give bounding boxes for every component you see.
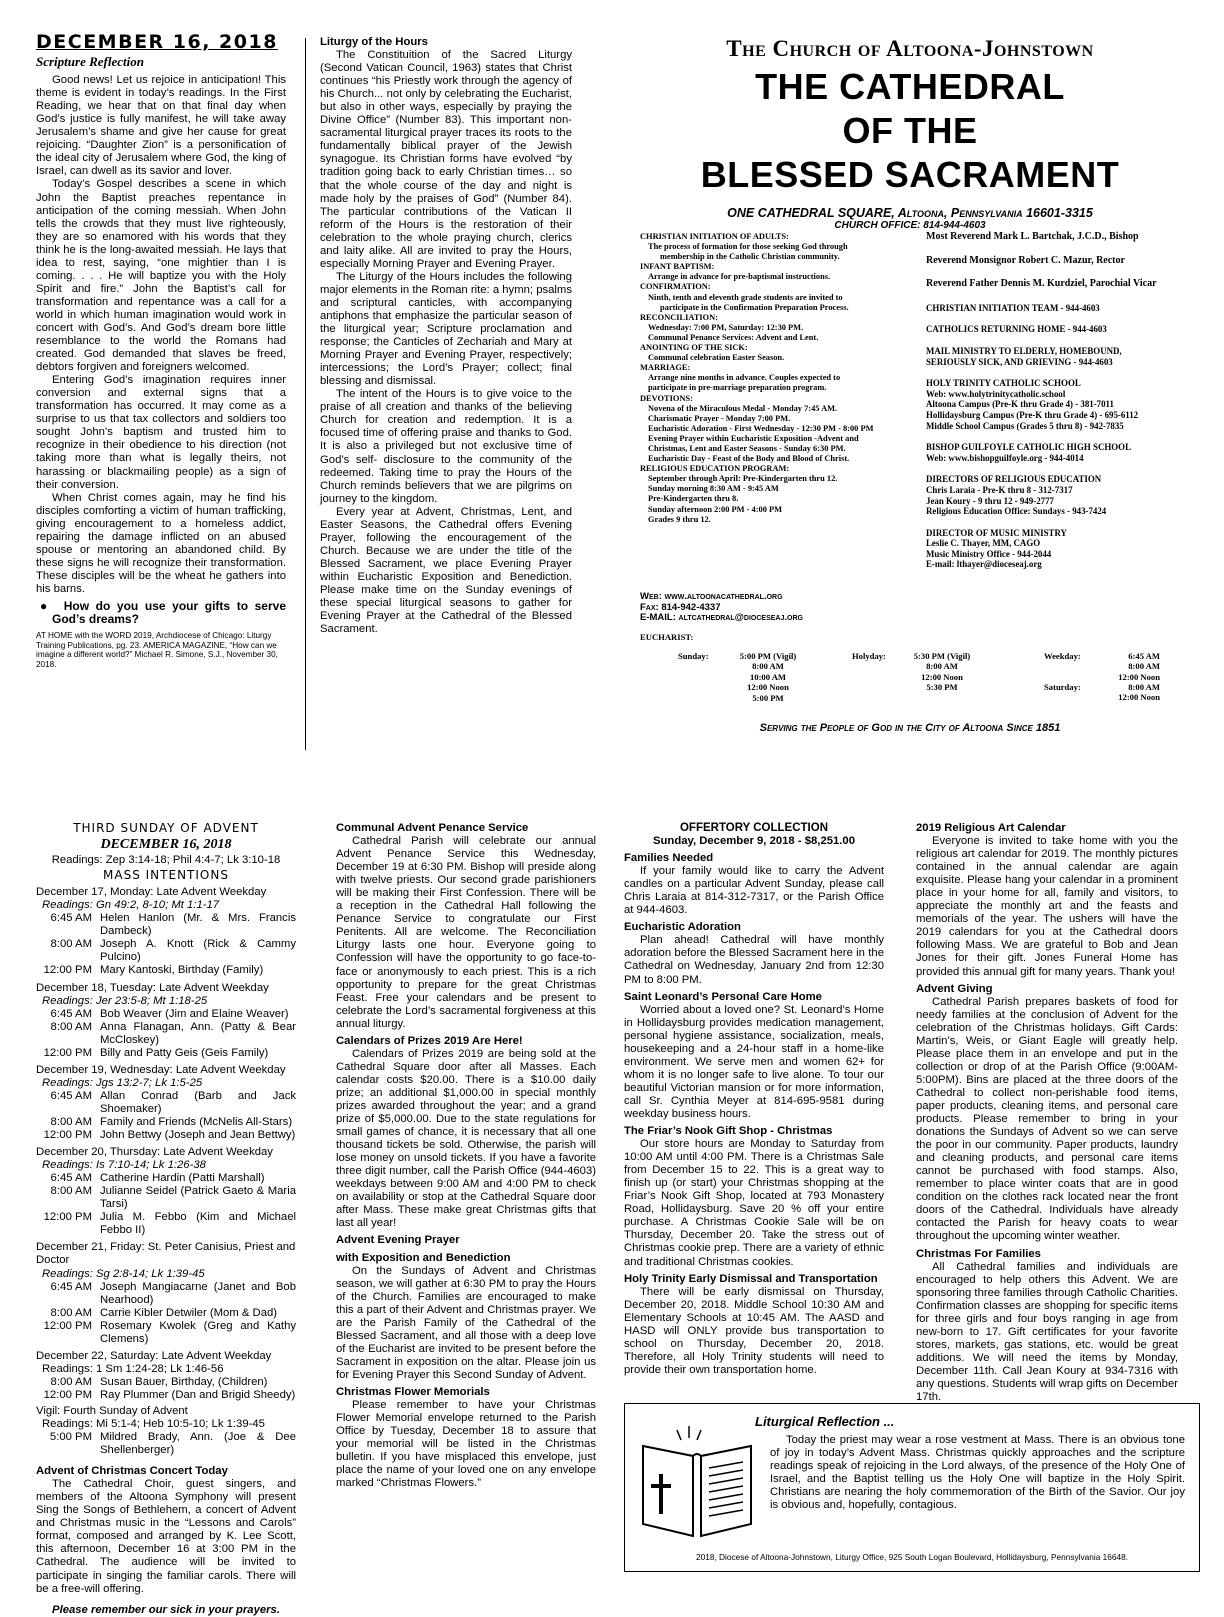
paragraph: Every year at Advent, Christmas, Lent, and Easter Seasons, the Cathedral offers Evening Prayer, following the encouragement of the Church. Because we are under the title of the Blessed Sacrament, we place Evening Prayer within Eucharistic Exposition and Benediction. Please make time on the Sunday evenings of these special liturgical seasons to gather for Evening Prayer at the Cathedral of the Blessed Sacrament.: [320, 505, 572, 636]
mass-time: 8:00 AM: [50, 938, 92, 951]
staff-line: HOLY TRINITY CATHOLIC SCHOOL: [926, 378, 1081, 389]
mass-time: 8:00 AM: [1128, 661, 1160, 671]
mass-intention: [36, 1129, 296, 1142]
announcements-column-4: [916, 822, 1178, 1404]
intention-text: Joseph A. Knott (Rick & Cammy Pulcino): [100, 938, 296, 964]
sacrament-detail: Eucharistic Adoration - First Wednesday - 12:30 PM - 8:00 PM: [648, 423, 874, 433]
announcement-heading: Eucharistic Adoration: [624, 921, 741, 934]
sunday-readings: Readings: Zep 3:14-18; Phil 4:4-7; Lk 3:10-18: [51, 854, 281, 867]
intention-text: Mary Kantoski, Birthday (Family): [100, 964, 264, 977]
liturgy-office-footer: 2018, Diocese of Altoona-Johnstown, Liturgy Office, 925 South Logan Boulevard, Hollidaysburg, Pennsylvania 16648.: [695, 1552, 1129, 1562]
scripture-reflection-heading: Scripture Reflection: [36, 54, 144, 70]
sunday-label: Sunday:: [678, 650, 709, 661]
paragraph: The Constituition of the Sacred Liturgy (Second Vatican Council, 1963) states that Christ continues “his Priestly work through the agency of his Church... not only by celebrating the Eucharist, but also in other ways, especially by praying the Divine Office” (Number 83). This important non-sacramental liturgical prayer traces its roots to the fundamentally biblical prayer of the Jewish synagogue. Its Christian forms have evolved “by tradition going back to early Christian times… so that the whole course of the day and night is made holy by the praises of God” (Number 84). The particular contributions of the Vatican II reform of the Hours is the restoration of their celebration to the whole praying church, clerics and laity alike. All are invited to pray the Hours, especially Morning Prayer and Evening Prayer.: [320, 49, 572, 270]
question-text: How do you use your gifts to serve God’s dreams?: [52, 598, 286, 627]
eucharist-schedule: [640, 632, 1200, 721]
sacrament-heading: MARRIAGE:: [640, 363, 691, 373]
announcement-heading: Advent Evening Prayer: [336, 1234, 460, 1247]
mass-time: 5:30 PM (Vigil): [913, 650, 971, 661]
holyday-times: [902, 651, 982, 693]
sacrament-heading: CONFIRMATION:: [640, 282, 711, 292]
mass-time: 5:00 PM (Vigil): [739, 650, 797, 661]
mass-time: 5:00 PM: [752, 692, 784, 703]
concert-text: The Cathedral Choir, guest singers, and members of the Altoona Symphony will present Sing the Songs of Bethlehem, a concert of Advent and Christmas music in the “Lessons and Carols” format, composed and arranged by K. Lee Scott, this afternoon, December 16 at 3:00 PM in the Cathedral. The audience will be invited to participate in singing the familiar carols. There will be a free-will offering.: [36, 1478, 296, 1595]
intention-text: Julianne Seidel (Patrick Gaeto & Maria Tarsi): [100, 1185, 296, 1211]
sacrament-heading: RECONCILIATION:: [640, 312, 719, 322]
liturgical-reflection-text: [770, 1434, 1185, 1512]
mass-time: 10:00 AM: [749, 671, 787, 682]
bullet-icon: ●: [40, 598, 64, 613]
staff-line: MAIL MINISTRY TO ELDERLY, HOMEBOUND,: [926, 345, 1122, 356]
serving-tagline: Serving the People of God in the City of Altoona Since 1851: [759, 722, 1061, 734]
vigil-readings: Readings: Mi 5:1-4; Heb 10:5-10; Lk 1:39-45: [42, 1418, 265, 1431]
announcement-heading: Calendars of Prizes 2019 Are Here!: [336, 1034, 523, 1047]
email-link[interactable]: E-MAIL: altcathedral@dioceseaj.org: [640, 612, 803, 623]
announcement-heading: Advent Giving: [916, 982, 993, 995]
announcement-text: Everyone is invited to take home with you the religious art calendar for 2019. The monthly pictures contained in the annual calendar are again exquisite. Please hang your calendar in a prominent place in your home for all, family and visitors, to appreciate the monthly art and the feasts and memorials of the year. The ushers will have the 2019 calendars for you at the Cathedral doors following Mass. We are grateful to Bob and Jean Jones for their gift. Jones Funeral Home has provided this annual gift for many years. Thank you!: [916, 835, 1178, 978]
church-office-phone: CHURCH OFFICE: 814-944-4603: [834, 220, 986, 231]
mass-intention: [36, 1172, 296, 1185]
announcement-text: All Cathedral families and individuals are encouraged to help others this Advent. We are sponsoring three families through Catholic Charities. Confirmation classes are shopping for specific items for three girls and four boys ranging in age from new-born to 17. Gift certificates for your favorite stores, markets, gas stations, etc. would be great additions. We will need the items by Monday, December 11th. Call Jean Koury at 934-7316 with any questions. Students will wrap gifts on December 17th.: [916, 1260, 1178, 1404]
staff-line: Web: www.holytrinitycatholic.school: [926, 388, 1066, 399]
sacrament-detail: membership in the Catholic Christian community.: [660, 252, 840, 262]
sacrament-detail: Christmas, Lent and Easter Seasons - Sunday 6:30 PM.: [648, 443, 846, 453]
staff-line: Leslie C. Thayer, MM, CAGO: [926, 538, 1041, 549]
announcement-text: Plan ahead! Cathedral will have monthly adoration before the Blessed Sacrament here in the Cathedral on Wednesday, January 2nd from 12:30 PM to 8:00 PM.: [624, 934, 884, 986]
cathedral-title-2: OF THE: [842, 110, 978, 151]
staff-directory: [926, 232, 1196, 581]
day-heading: December 19, Wednesday: Late Advent Weekday: [36, 1063, 286, 1076]
staff-line: DIRECTORS OF RELIGIOUS EDUCATION: [926, 474, 1102, 485]
mass-intention: [36, 1116, 296, 1129]
intention-text: Helen Hanlon (Mr. & Mrs. Francis Dambeck): [100, 912, 296, 938]
day-heading: December 22, Saturday: Late Advent Weekday: [36, 1349, 272, 1362]
staff-block: [926, 346, 1196, 367]
mass-intentions-heading: MASS INTENTIONS: [103, 868, 229, 883]
bulletin-date: DECEMBER 16, 2018: [36, 31, 278, 53]
announcements-column-3: [624, 822, 884, 1400]
announcement-text: Please remember to have your Christmas Flower Memorial envelope returned to the Parish Office by Tuesday, December 18 to assure that your memorial will be listed in the Christmas bulletin. If you have misplaced this envelope, just place the name of your loved one on any envelope marked “Christmas Flowers.”: [336, 1399, 596, 1490]
sacraments-list: [640, 232, 912, 525]
intention-text: Ray Plummer (Dan and Brigid Sheedy): [100, 1388, 296, 1401]
mass-time: 12:00 PM: [43, 1129, 92, 1142]
intention-text: Billy and Patty Geis (Geis Family): [100, 1046, 269, 1059]
announcement-subheading: with Exposition and Benediction: [336, 1251, 511, 1264]
reflection-paragraph: Today the priest may wear a rose vestment at Mass. There is an obvious tone of joy in today’s Advent Mass. Christmas quickly approaches and the scripture readings speak of rejoicing in the Lord always, of the presence of the Holy One of Israel, and the Baptist telling us the Holy One will baptize in the Holy Spirit. Christians are nearing the holy commemoration of the Birth of the Savior. Our joy is obvious and, hopefully, contagious.: [770, 1434, 1185, 1512]
intention-text: Joseph Mangiacarne (Janet and Bob Nearhood): [100, 1280, 296, 1306]
liturgical-reflection-box: [624, 1403, 1200, 1572]
sacrament-detail: Ninth, tenth and eleventh grade students are invited to: [648, 292, 843, 302]
mass-time: 12:00 PM: [43, 1319, 92, 1332]
mass-intention: [36, 1307, 296, 1320]
liturgical-reflection-title: Liturgical Reflection ...: [755, 1414, 895, 1429]
announcement-text: Cathedral Parish prepares baskets of food for needy families at the conclusion of Advent for the celebration of the Christmas holidays. Gift Cards: Martin’s, Weis, or Giant Eagle will greatly help. Please place them in an envelope and put in the collection or drop of at the Parish Office (9:00AM-5:00PM). Bins are placed at the three doors of the Cathedral to collect non-perishable food items, paper products, cleaning items, and personal care products. Please remember to bring in your donations the Sundays of Advent so we can serve the poor in our community. Paper products, laundry and cleaning products, and personal care items cannot be purchased with food stamps. Also, remember to place winter coats that are in good condition on the clothes rack located near the front doors of the Cathedral. Individuals have already contacted the Parish for heavy coats to wear throughout the upcoming winter weather.: [916, 995, 1178, 1243]
mass-time: 12:00 PM: [43, 964, 92, 977]
sacrament-heading: RELIGIOUS EDUCATION PROGRAM:: [640, 464, 790, 474]
mass-time: 12:00 Noon: [747, 682, 789, 692]
intention-text: Family and Friends (McNelis All-Stars): [100, 1115, 293, 1128]
mass-intention: [36, 912, 296, 938]
announcement-heading: Christmas For Families: [916, 1247, 1041, 1260]
day-heading: December 21, Friday: St. Peter Canisius, Priest and Doctor: [36, 1241, 296, 1267]
mass-time: 8:00 AM: [50, 1020, 92, 1033]
mass-day: [36, 982, 296, 1060]
mass-day: [36, 886, 296, 977]
open-book-icon: [637, 1424, 757, 1542]
mass-time: 6:45 AM: [50, 1280, 92, 1293]
announcement-heading: The Friar’s Nook Gift Shop - Christmas: [624, 1125, 833, 1138]
mass-intention: [36, 1185, 296, 1211]
day-readings: Readings: Is 7:10-14; Lk 1:26-38: [42, 1159, 206, 1172]
mass-day: [36, 1064, 296, 1142]
day-readings: Readings: 1 Sm 1:24-28; Lk 1:46-56: [42, 1362, 224, 1375]
announcement-heading: Communal Advent Penance Service: [336, 822, 529, 834]
vigil-heading: Vigil: Fourth Sunday of Advent: [36, 1404, 188, 1417]
sacrament-detail: Communal celebration Easter Season.: [648, 353, 785, 363]
masthead: [630, 36, 1190, 231]
offertory-heading: OFFERTORY COLLECTION: [679, 822, 828, 834]
mass-time: 5:00 PM: [49, 1431, 92, 1444]
column-divider: [305, 38, 306, 750]
sacrament-heading: CHRISTIAN INITIATION OF ADULTS:: [640, 232, 789, 241]
staff-line: CHRISTIAN INITIATION TEAM - 944-4603: [926, 302, 1100, 313]
sacrament-detail: Pre-Kindergarten thru 8.: [648, 494, 739, 504]
mass-intention: [36, 1008, 296, 1021]
announcement-text: Our store hours are Monday to Saturday from 10:00 AM until 4:00 PM. There is a Christmas Sale from December 15 to 22. This is a great way to finish up (or start) your Christmas shopping at the Friar’s Nook Gift Shop, located at 793 Monastery Road, Hollidaysburg. Save 20 % off your entire purchase. A Christmas Cookie Sale will be on Thursday, December 20. Take the stress out of Christmas cookie prep. There are a variety of ethnic and traditional Christmas cookies.: [624, 1138, 884, 1268]
announcement-text: On the Sundays of Advent and Christmas season, we will gather at 6:30 PM to pray the Hours of the Church. Families are encouraged to make this a part of their Advent and Christmas prayer. We are the Parish Family of the Cathedral of the Blessed Sacrament, and all those with a deep love of the Eucharist are invited to be present before the Sacrament in exposition on the altar. Please join us for Evening Prayer this Second Sunday of Advent.: [336, 1264, 596, 1381]
sick-prayer-note: Please remember our sick in your prayers.: [52, 1603, 280, 1616]
staff-line: Religious Education Office: Sundays - 943-7424: [926, 506, 1107, 517]
announcement-text: If your family would like to carry the Advent candles on a particular Advent Sunday, please call Chris Laraia at 814-312-7317, or the Parish Office at 944-4603.: [624, 865, 884, 917]
staff-line: Middle School Campus (Grades 5 thru 8) - 942-7835: [926, 420, 1124, 431]
mass-time: 5:30 PM: [926, 682, 958, 692]
day-readings: Readings: Jgs 13:2-7; Lk 1:5-25: [42, 1076, 203, 1089]
cathedral-title-1: THE CATHEDRAL: [755, 66, 1065, 107]
mass-time: 8:00 AM: [1128, 681, 1160, 692]
sacrament-detail: participate in pre-marriage preparation program.: [648, 383, 827, 393]
mass-time: 12:00 PM: [43, 1046, 92, 1059]
intention-text: Julia M. Febbo (Kim and Michael Febbo II): [100, 1211, 296, 1237]
sacrament-detail: Arrange in advance for pre-baptismal instructions.: [648, 272, 831, 282]
announcement-heading: 2019 Religious Art Calendar: [916, 822, 1066, 834]
mass-intention: [36, 938, 296, 964]
contact-info: [640, 592, 803, 624]
announcement-heading: Families Needed: [624, 852, 714, 865]
mass-time: 8:00 AM: [752, 661, 784, 671]
mass-intention: [36, 1376, 296, 1389]
mass-time: 12:00 Noon: [1118, 692, 1160, 702]
staff-line: Chris Laraia - Pre-K thru 8 - 312-7317: [926, 484, 1073, 495]
intention-text: Susan Bauer, Birthday, (Children): [100, 1375, 268, 1388]
mass-day: [36, 1350, 296, 1402]
weekday-times: [1100, 651, 1160, 683]
paragraph: Today’s Gospel describes a scene in which John the Baptist preaches repentance in anticipation of the coming messiah. When John tells the crowds that they must live righteously, they are so enamored with his words that they think he is the long-awaited messiah. He lays that idea to rest, saying, “one mightier than I is coming. . . . He will baptize you with the Holy Spirit and fire.” John the Baptist’s call for transformation and repentance was a call for a world in which human imagination would work in concert with God’s. And God’s dream bore little resemblance to the world the Romans had created. God demanded that slaves be freed, debtors forgiven and foreigners welcomed.: [36, 178, 286, 374]
announcement-heading: Saint Leonard’s Personal Care Home: [624, 990, 822, 1003]
paragraph: When Christ comes again, may he find his disciples comforting a victim of human trafficking, giving encouragement to a homeless addict, repairing the damage inflicted on an abused spouse or mentoring an abandoned child. By these signs he will recognize their transformation. These disciples will be the wheat he gathers into his barns.: [36, 491, 286, 595]
mass-time: 12:00 PM: [43, 1211, 92, 1224]
staff-line: BISHOP GUILFOYLE CATHOLIC HIGH SCHOOL: [926, 442, 1131, 453]
sacrament-detail: The process of formation for those seeking God through: [648, 242, 848, 252]
fax-number: Fax: 814-942-4337: [640, 601, 721, 613]
paragraph: The intent of the Hours is to give voice to the praise of all creation and thanks of the believing Church for creation and redemption. It is a focused time of offering praise and thanks to God. It is also a privileged but not exclusive time of God’s self- disclosure to the community of the redeemed. Taking time to pray the Hours of the Church reminds believers that we are pilgrims on journey to the kingdom.: [320, 388, 572, 505]
intention-text: Rosemary Kwolek (Greg and Kathy Clemens): [100, 1319, 296, 1345]
sacrament-detail: Charismatic Prayer - Monday 7:00 PM.: [648, 413, 791, 423]
mass-intention: [36, 1090, 296, 1116]
day-heading: December 20, Thursday: Late Advent Weekday: [36, 1146, 273, 1159]
clergy-vicar: Reverend Father Dennis M. Kurdziel, Parochial Vicar: [926, 278, 1157, 290]
staff-line: Web: www.bishopguilfoyle.org - 944-4014: [926, 452, 1084, 463]
mass-date: DECEMBER 16, 2018: [100, 837, 232, 853]
sunday-times: [728, 651, 808, 704]
day-readings: Readings: Sg 2:8-14; Lk 1:39-45: [42, 1267, 205, 1280]
sacrament-detail: Sunday afternoon 2:00 PM - 4:00 PM: [648, 504, 782, 514]
mass-intention: [36, 1281, 296, 1307]
sacrament-detail: Arrange nine months in advance. Couples expected to: [648, 373, 841, 383]
mass-time: 12:00 Noon: [921, 671, 963, 682]
intention-text: Catherine Hardin (Patti Marshall): [100, 1172, 265, 1185]
mass-intention: [36, 1047, 296, 1060]
intention-text: Anna Flanagan, Ann. (Patty & Bear McCloskey): [100, 1020, 296, 1046]
sacrament-heading: DEVOTIONS:: [640, 393, 693, 403]
reflection-question: [36, 600, 286, 627]
sacrament-detail: Grades 9 thru 12.: [648, 514, 711, 524]
intention-text: Bob Weaver (Jim and Elaine Weaver): [100, 1007, 289, 1020]
staff-line: Hollidaysburg Campus (Pre-K thru Grade 4) - 695-6112: [926, 409, 1139, 420]
mass-time: 8:00 AM: [50, 1115, 92, 1128]
mass-time: 6:45 AM: [50, 1172, 92, 1185]
announcement-heading: Christmas Flower Memorials: [336, 1385, 490, 1398]
staff-line: Jean Koury - 9 thru 12 - 949-2777: [926, 495, 1054, 506]
mass-day: [36, 1241, 296, 1345]
paragraph: The Liturgy of the Hours includes the following major elements in the Roman rite: a hymn; psalms and scriptural canticles, with accompanying antiphons that emphasize the particular season of the liturgical year; Scripture proclamation and response; the Canticles of Zechariah and Mary at Morning Prayer and Evening Prayer, respectively; intercessions; the Lord’s Prayer; collect; final blessing and dismissal.: [320, 270, 572, 388]
announcement-heading: Holy Trinity Early Dismissal and Transportation: [624, 1272, 878, 1285]
day-heading: December 17, Monday: Late Advent Weekday: [36, 886, 267, 899]
mass-day: [36, 1146, 296, 1237]
staff-line: SERIOUSLY SICK, AND GRIEVING - 944-4603: [926, 356, 1113, 367]
staff-block: [926, 324, 1196, 335]
offertory-amount: Sunday, December 9, 2018 - $8,251.00: [653, 835, 855, 848]
holyday-label: Holyday:: [852, 650, 886, 661]
weekday-label: Weekday:: [1044, 650, 1081, 661]
intention-text: Mildred Brady, Ann. (Joe & Dee Shellenberger): [100, 1431, 296, 1457]
mass-intention: [36, 1211, 296, 1237]
staff-line: Music Ministry Office - 944-2044: [926, 548, 1052, 559]
saturday-label: Saturday:: [1044, 681, 1081, 692]
sacrament-heading: ANOINTING OF THE SICK:: [640, 343, 748, 353]
staff-block: [926, 303, 1196, 314]
mass-time: 12:00 Noon: [1118, 671, 1160, 682]
mass-time: 8:00 AM: [926, 661, 958, 671]
day-readings: Readings: Jer 23:5-8; Mt 1:18-25: [42, 994, 208, 1007]
announcement-text: There will be early dismissal on Thursday, December 20, 2018. Middle School 10:30 AM and Elementary Schools at 10:45 AM. The AASD and HASD will ONLY provide bus transportation to school on Thursday, December 20, 2018. Therefore, all Holy Trinity students will need to provide their own transportation home.: [624, 1285, 884, 1376]
cathedral-title-3: BLESSED SACRAMENT: [700, 154, 1120, 195]
staff-block: [926, 378, 1196, 431]
staff-block: [926, 442, 1196, 463]
staff-line: Altoona Campus (Pre-K thru Grade 4) - 381-7011: [926, 399, 1114, 410]
mass-intention: [36, 964, 296, 977]
mass-intention: [36, 1389, 296, 1402]
staff-line: E-mail: lthayer@dioceseaj.org: [926, 559, 1042, 570]
announcement-text: Calendars of Prizes 2019 are being sold at the Cathedral Square door after all Masses. Each calendar costs $20.00. There is a $10.00 daily prize; an additional $1,000.00 in special monthly prizes awarded throughout the year; and a grand prize of $5,000.00. Due to the state regulations for small games of chance, it is necessary that all one thousand tickets be sold. Otherwise, the parish will lose money on unsold tickets. If you have a favorite three digit number, call the Parish Office (944-4603) weekdays between 9:00 AM and 4:00 PM to check on availability or stop at the Cathedral Square door after Mass. These make great Christmas gifts that last all year!: [336, 1047, 596, 1230]
concert-heading: Advent of Christmas Concert Today: [36, 1465, 228, 1478]
liturgy-hours-heading: Liturgy of the Hours: [320, 36, 428, 48]
paragraph: Good news! Let us rejoice in anticipation! This theme is evident in today’s readings. In the First Reading, we hear that on that final day when God’s justice is fully manifest, he will take away Jerusalem’s shame and give her cause for great rejoicing. “Daughter Zion” is a personification of the ideal city of Jerusalem where God, the king of Israel, can dwell as its savior and lover.: [36, 74, 286, 178]
mass-time: 8:00 AM: [50, 1306, 92, 1319]
sacrament-detail: Communal Penance Services: Advent and Lent.: [648, 332, 819, 342]
mass-time: 8:00 AM: [50, 1375, 92, 1388]
sacrament-detail: Evening Prayer within Eucharistic Exposition -Advent and: [648, 433, 859, 443]
staff-block: [926, 474, 1196, 516]
address: ONE CATHEDRAL SQUARE, Altoona, Pennsylvania 16601-3315: [727, 206, 1093, 220]
mass-intentions-column: [36, 821, 296, 1616]
staff-block: [926, 528, 1196, 570]
sacrament-detail: September through April: Pre-Kindergarten thru 12.: [648, 474, 838, 484]
sacrament-detail: participate in the Confirmation Preparation Process.: [660, 302, 849, 312]
saturday-times: [1100, 682, 1160, 703]
staff-line: CATHOLICS RETURNING HOME - 944-4603: [926, 324, 1107, 335]
mass-time: 8:00 AM: [50, 1185, 92, 1198]
mass-intention: [36, 1320, 296, 1346]
citation: AT HOME with the WORD 2019, Archdiocese of Chicago: Liturgy Training Publications, pg. 23. AMERICA MAGAZINE, “How can we imagine a different world?” Michael R. Simone, S.J., November 30, 2018.: [36, 630, 278, 669]
intention-text: Allan Conrad (Barb and Jack Shoemaker): [100, 1089, 296, 1115]
mass-intention: [36, 1431, 296, 1457]
intention-text: John Bettwy (Joseph and Jean Bettwy): [100, 1129, 296, 1142]
mass-intention: [36, 1021, 296, 1047]
sacrament-heading: INFANT BAPTISM:: [640, 262, 715, 272]
announcements-column-2: [336, 822, 596, 1572]
day-readings: Readings: Gn 49:2, 8-10; Mt 1:1-17: [42, 899, 220, 912]
website-link[interactable]: Web: www.altoonacathedral.org: [640, 591, 783, 602]
church-name: The Church of Altoona-Johnstown: [726, 36, 1094, 61]
mass-time: 6:45 AM: [50, 1089, 92, 1102]
sunday-heading: THIRD SUNDAY OF ADVENT: [73, 821, 259, 835]
clergy-rector: Reverend Monsignor Robert C. Mazur, Rector: [926, 254, 1125, 266]
staff-line: DIRECTOR OF MUSIC MINISTRY: [926, 527, 1067, 538]
scripture-reflection-column: [36, 31, 286, 751]
mass-time: 12:00 PM: [43, 1388, 92, 1401]
intention-text: Carrie Kibler Detwiler (Mom & Dad): [100, 1306, 278, 1319]
sacrament-detail: Wednesday: 7:00 PM, Saturday: 12:30 PM.: [648, 322, 804, 332]
mass-time: 6:45 AM: [50, 912, 92, 925]
mass-time: 6:45 AM: [1128, 650, 1160, 661]
sacrament-detail: Novena of the Miraculous Medal - Monday 7:45 AM.: [648, 403, 838, 413]
sacrament-detail: Eucharistic Day - Feast of the Body and Blood of Christ.: [648, 454, 850, 464]
announcement-text: Worried about a loved one? St. Leonard’s Home in Hollidaysburg provides medication management, personal hygiene assistance, socialization, meals, housekeeping and a 24-hour staff in a home-like environment. We serve men and women 62+ for whom it is no longer safe to live alone. To tour our beautiful Victorian mansion or for more information, call Sr. Cynthia Meyer at 814-695-9581 during weekday business hours.: [624, 1003, 884, 1120]
clergy-bishop: Most Reverend Mark L. Bartchak, J.C.D., Bishop: [926, 231, 1139, 242]
paragraph: Entering God’s imagination requires inner conversion and external signs that a transformation has occurred. It may come as a surprise to us that tax collectors and soldiers too sought John’s baptism and trusted him to recognize in their obedience to his direction (not taking more than what is legally theirs, not harassing or blackmailing people) as a sign of their conversion.: [36, 374, 286, 491]
eucharist-label: EUCHARIST:: [640, 632, 694, 642]
mass-time: 6:45 AM: [50, 1007, 92, 1020]
announcement-text: Cathedral Parish will celebrate our annual Advent Penance Service this Wednesday, December 19 at 6:30 PM. Bishop will preside along with twelve priests. Our second grade parishioners will be making their First Confession. There will be a reception in the Cathedral Hall following the Penance Service to congratulate our First Penitents. All are welcome. The Reconciliation Liturgy lasts one hour. Everyone going to Confession will have the opportunity to go face-to-face or anonymously to each priest. This is a rich opportunity to prepare for the great Christmas Feast. Free your calendars and be present to celebrate the Lord’s sacramental forgiveness at this annual liturgy.: [336, 835, 596, 1030]
sacrament-detail: Sunday morning 8:30 AM - 9:45 AM: [648, 484, 779, 494]
liturgy-hours-column: [320, 36, 572, 751]
day-heading: December 18, Tuesday: Late Advent Weekday: [36, 981, 269, 994]
